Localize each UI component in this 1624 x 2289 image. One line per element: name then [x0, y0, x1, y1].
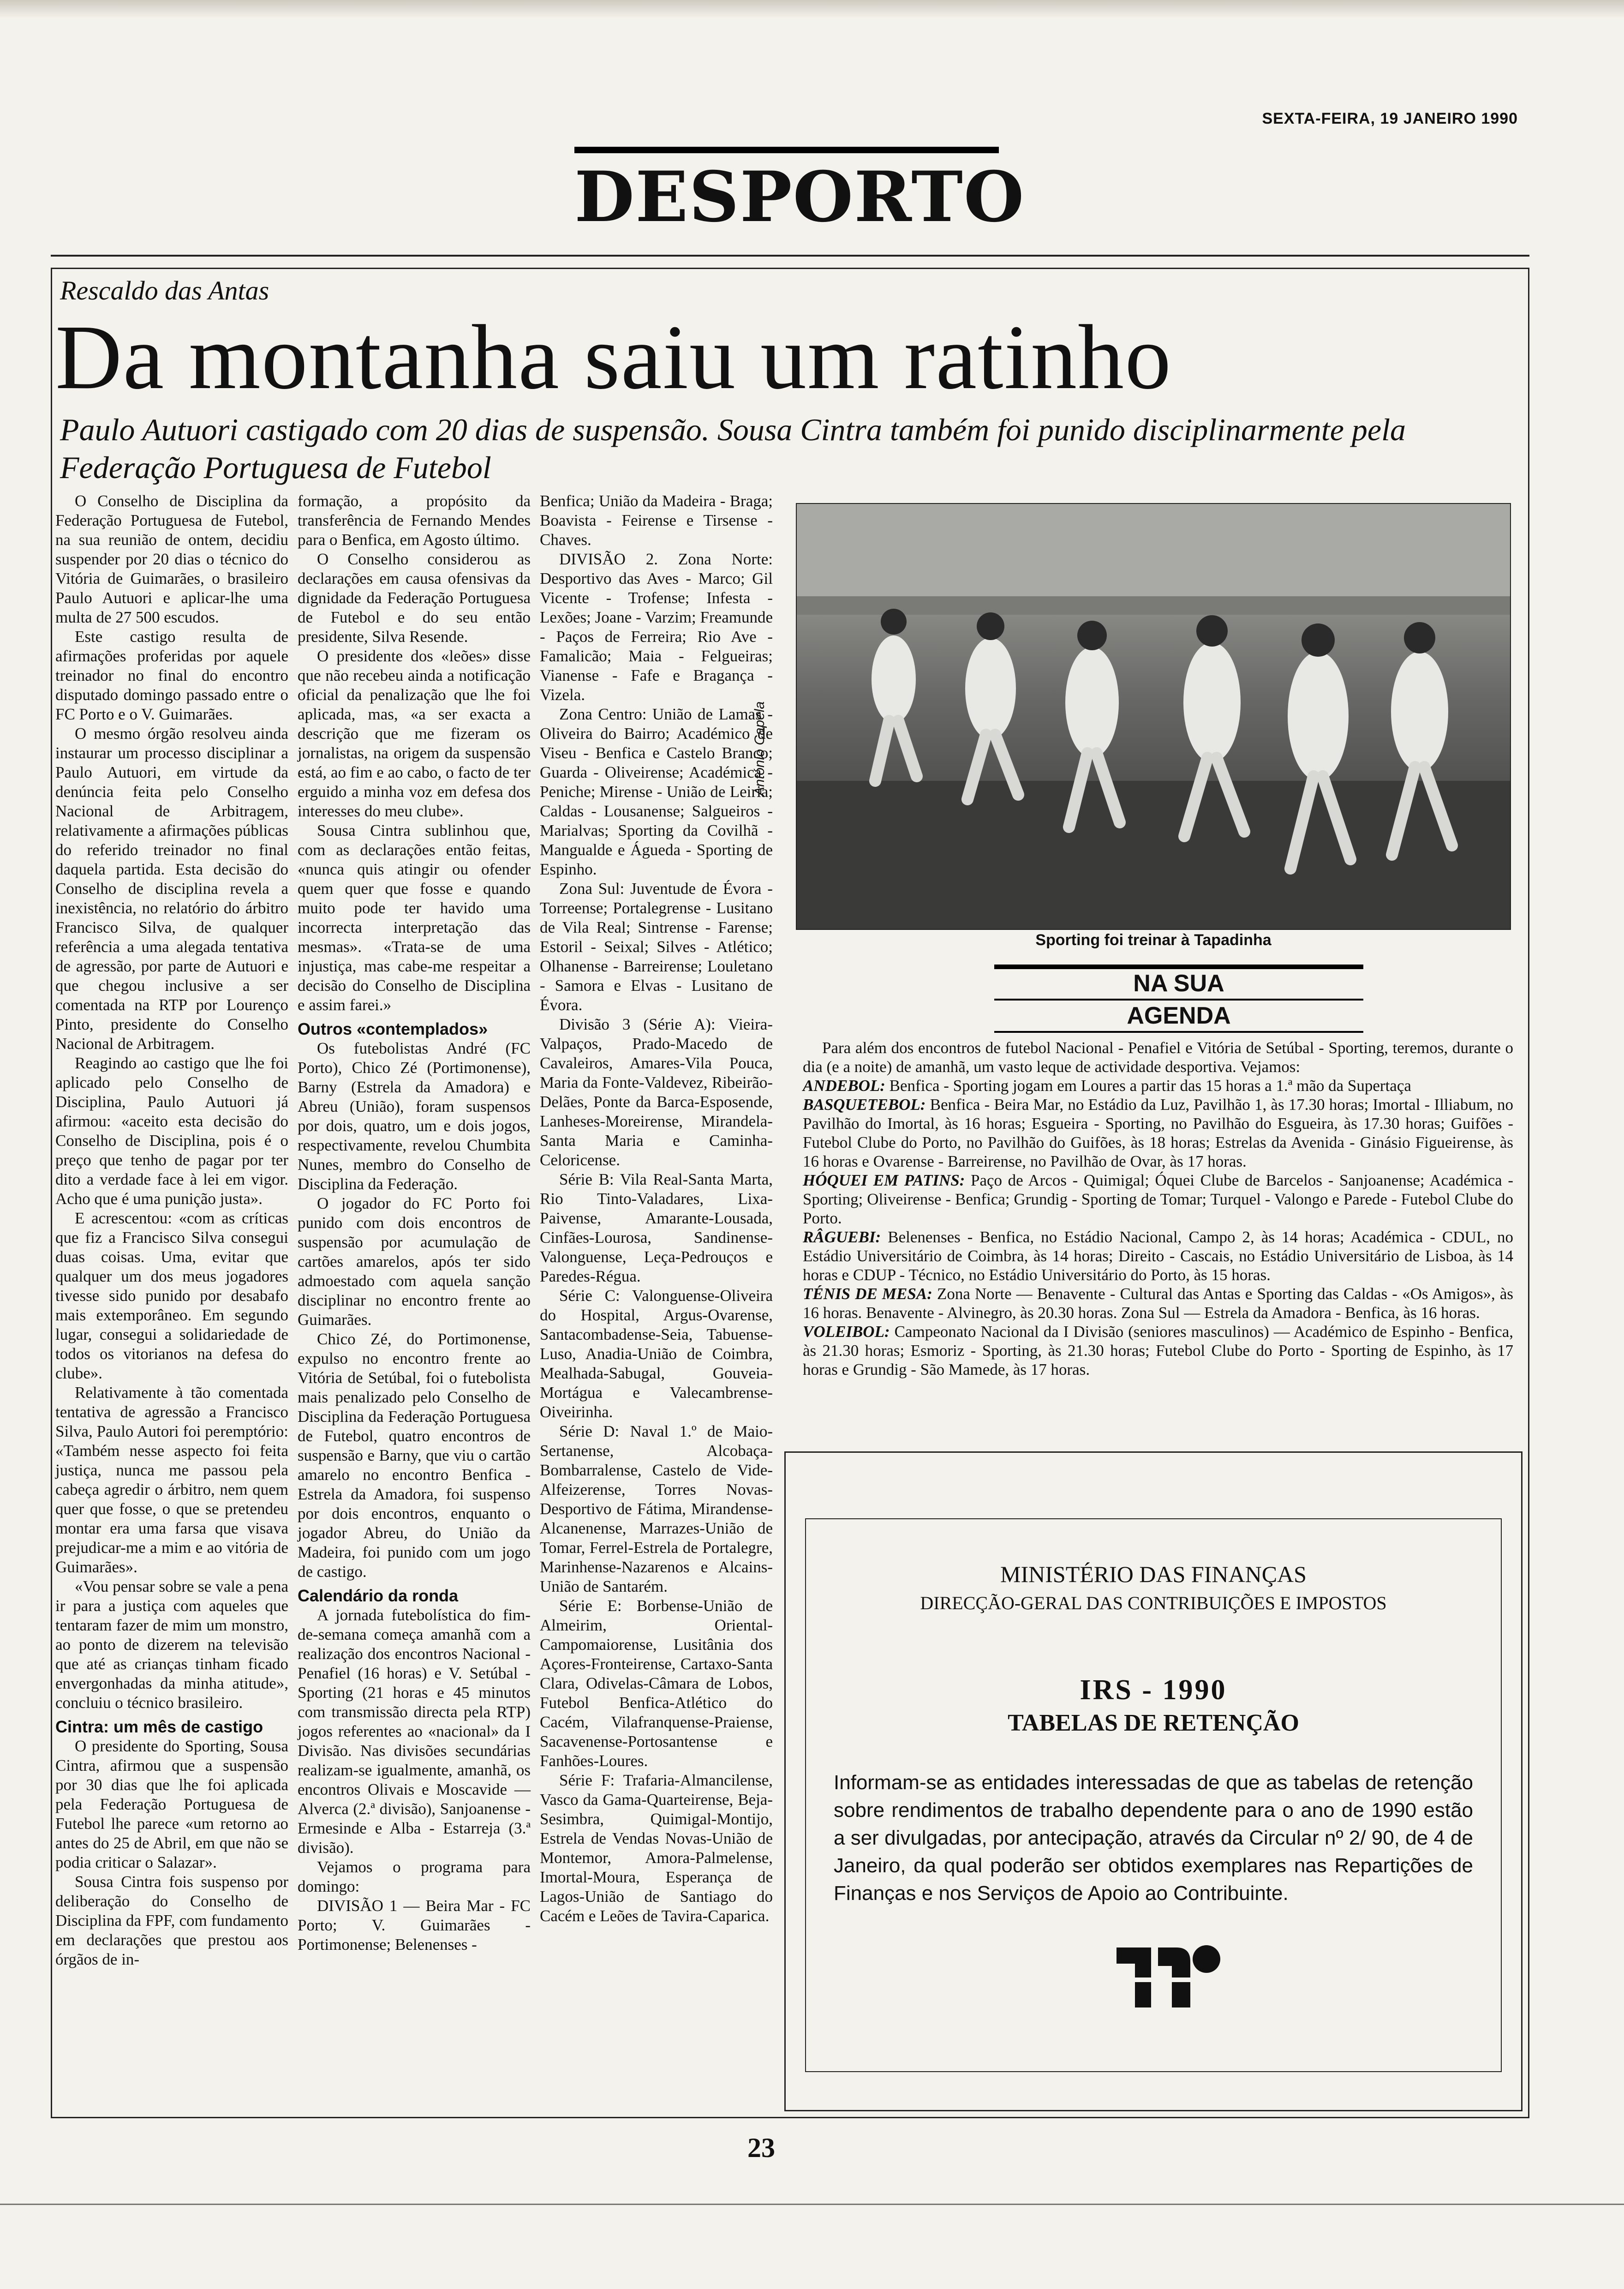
paragraph: Série F: Trafaria-Almancilense, Vasco da Gama-Quarteirense, Beja-Sesimbra, Quimigal-Montijo, Estrela de Vendas Novas-União de Montemor, Amora-Palmelense, Imortal-Moura, Esperança de Lagos-União de Santiago do Cacém e Leões de Tavira-Caparica. — [540, 1771, 773, 1925]
paragraph: Zona Centro: União de Lamas - Oliveira do Bairro; Académico de Viseu - Benfica e Castelo Branco; Guarda - Oliveirense; Académica - Peniche; Mirense - União de Leiria; Caldas - Lousanense; Salgueiros - Marialvas; Sporting da Covilhã - Mangualde e Águeda - Sporting de Espinho. — [540, 705, 773, 878]
paragraph: A jornada futebolística do fim-de-semana começa amanhã com a realização dos encontros Nacional - Penafiel (16 horas) e V. Setúbal - Sporting (21 horas e 45 minutos com transmissão directa pela RTP) jogos referentes ao «nacional» da I Divisão. Nas divisões secundárias realizam-se igualmente, amanhã, os encontros Olivais e Moscavide — Alverca (2.ª divisão), Sanjoanense - Ermesinde e Alba - Estarreja (3.ª divisão). — [298, 1606, 531, 1857]
agenda-rule-thin — [994, 999, 1363, 1001]
agenda-item-text: Belenenses - Benfica, no Estádio Nacional, Campo 2, às 14 horas; Académica - CDUL, no Estádio Universitário de Coimbra, às 14 horas; Direito - Cascais, no Estádio Universitário de Lisboa, às 14 horas e CDUP - Técnico, no Estádio Universitário do Porto, às 15 horas. — [803, 1228, 1514, 1284]
paragraph: Vejamos o programa para domingo: — [298, 1858, 531, 1895]
section-title: DESPORTO — [574, 156, 1025, 238]
agenda-item-label: RÂGUEBI: — [803, 1228, 881, 1246]
agenda-item — [803, 1095, 1513, 1171]
agenda-title-line-2: AGENDA — [1127, 1002, 1231, 1029]
page-number: 23 — [747, 2133, 775, 2163]
paragraph: Este castigo resulta de afirmações proferidas por aquele treinador no final do encontro disputado domingo passado entre o FC Porto e o V. Guimarães. — [55, 628, 288, 723]
article-kicker: Rescaldo das Antas — [60, 276, 269, 306]
paragraph: DIVISÃO 1 — Beira Mar - FC Porto; V. Guimarães - Portimonense; Belenenses - — [298, 1897, 531, 1953]
article-column-2 — [298, 491, 531, 1954]
paragraph: O mesmo órgão resolveu ainda instaurar um processo disciplinar a Paulo Autuori, em virtude da denúncia feita pelo Conselho Nacional de Arbitragem, relativamente a afirmações públicas do referido treinador no final daquela partida. Esta decisão do Conselho de disciplina revela a inexistência, no relatório do árbitro Francisco Silva, de qualquer referência a uma alegada tentativa de agressão, por parte de Autuori e que chegou inclusive a ser comentada na RTP por Lourenço Pinto, presidente do Conselho Nacional de Arbitragem. — [55, 725, 288, 1053]
agenda-item — [803, 1284, 1513, 1322]
agenda-item-text: Benfica - Sporting jogam em Loures a partir das 15 horas a 1.ª mão da Supertaça — [889, 1077, 1411, 1095]
agenda-item-label: BASQUETEBOL: — [803, 1096, 926, 1114]
ad-directorate: DIRECÇÃO-GERAL DAS CONTRIBUIÇÕES E IMPOSTOS — [920, 1593, 1387, 1613]
paragraph: Reagindo ao castigo que lhe foi aplicado pelo Conselho de Disciplina, Paulo Autuori já afirmou: «aceito esta decisão do Conselho de Disciplina, pois é o preço que tenho de pagar por ter dito a verdade face à lei em vigor. Acho que é uma punição justa». — [55, 1054, 288, 1208]
subheading: Cintra: um mês de castigo — [55, 1717, 263, 1736]
paragraph: Chico Zé, do Portimonense, expulso no encontro frente ao Vitória de Setúbal, foi o futebolista mais penalizado pelo Conselho de Disciplina da Federação Portuguesa de Futebol, quatro encontros de suspensão e Barny, que viu o cartão amarelo no encontro Benfica - Estrela da Amadora, foi suspenso por dois encontros, enquanto o jogador Abreu, do União da Madeira, foi punido com um jogo de castigo. — [298, 1330, 531, 1581]
paragraph: O Conselho considerou as declarações em causa ofensivas da dignidade da Federação Portuguesa de Futebol e do seu então presidente, Silva Resende. — [298, 550, 531, 646]
agenda-item-label: TÉNIS DE MESA: — [803, 1285, 932, 1303]
agenda-item-text: Campeonato Nacional da I Divisão (seniores masculinos) — Académico de Espinho - Benfica, às 21.30 horas; Esmoriz - Sporting, às 21.30 horas; Futebol Clube do Porto - Sporting de Espinho, às 17 horas e Grundig - São Mamede, às 17 horas. — [803, 1323, 1514, 1378]
agenda-item — [803, 1322, 1513, 1379]
agenda-rule-thin — [994, 1031, 1363, 1033]
photo-credit: António Capela — [752, 701, 767, 796]
ad-subtitle: TABELAS DE RETENÇÃO — [1008, 1710, 1299, 1736]
section-rule — [51, 255, 1529, 257]
dgci-logo-icon — [1107, 1934, 1223, 2012]
agenda-item-label: HÓQUEI EM PATINS: — [803, 1171, 965, 1189]
article-deck: Paulo Autuori castigado com 20 dias de suspensão. Sousa Cintra também foi punido disciplinarmente pela Federação Portuguesa de Futebol — [60, 412, 1406, 485]
photo-caption: Sporting foi treinar à Tapadinha — [1035, 931, 1272, 949]
agenda-rule — [994, 965, 1363, 969]
article-headline: Da montanha saiu um ratinho — [55, 306, 1172, 408]
ad-body: Informam-se as entidades interessadas de que as tabelas de retenção sobre rendimentos de trabalho dependente para o ano de 1990 estão a ser divulgadas, por antecipação, através da Circular nº 2/ 90, de 4 de Janeiro, da qual poderão ser obtidos exemplares nas Repartições de Finanças e nos Serviços de Apoio ao Contribuinte. — [834, 1771, 1473, 1905]
paragraph: Zona Sul: Juventude de Évora - Torreense; Portalegrense - Lusitano de Vila Real; Sintrense - Farense; Estoril - Seixal; Silves - Atlético; Olhanense - Barreirense; Louletano - Samora e Elvas - Lusitano de Évora. — [540, 880, 773, 1014]
subheading: Outros «contemplados» — [298, 1019, 488, 1038]
paragraph: formação, a propósito da transferência de Fernando Mendes para o Benfica, em Agosto último. — [298, 492, 531, 549]
paragraph: Sousa Cintra fois suspenso por deliberação do Conselho de Disciplina da FPF, com fundamento em declarações que prestou aos órgãos de in- — [55, 1873, 288, 1968]
agenda-item-label: VOLEIBOL: — [803, 1323, 890, 1341]
paragraph: DIVISÃO 2. Zona Norte: Desportivo das Aves - Marco; Gil Vicente - Trofense; Infesta - Lexões; Joane - Varzim; Freamunde - Paços de Ferreira; Rio Ave - Famalicão; Maia - Felgueiras; Vianense - Fafe e Bragança - Vizela. — [540, 550, 773, 704]
paragraph: O presidente dos «leões» disse que não recebeu ainda a notificação oficial da penalização que lhe foi aplicada, mas, «a ser exacta a descrição que me fizeram os jornalistas, na origem da suspensão está, ao fim e ao cabo, o facto de ter erguido a minha voz em defesa dos interesses do meu clube». — [298, 647, 531, 820]
paragraph: O Conselho de Disciplina da Federação Portuguesa de Futebol, na sua reunião de ontem, decidiu suspender por 20 dias o técnico do Vitória de Guimarães, o brasileiro Paulo Autuori e aplicar-lhe uma multa de 27 500 escudos. — [55, 492, 288, 626]
agenda-title-line-1: NA SUA — [1133, 970, 1224, 997]
paragraph: Sousa Cintra sublinhou que, com as declarações então feitas, «nunca quis atingir ou ofender quem quer que fosse e quando muito pode ter havido uma incorrecta interpretação das mesmas». «Trata-se de uma injustiça, mas cabe-me respeitar a decisão do Conselho de Disciplina e assim farei.» — [298, 821, 531, 1014]
paragraph: Série D: Naval 1.º de Maio-Sertanense, Alcobaça-Bombarralense, Castelo de Vide-Alfeizerense, Torres Novas-Desportivo de Fátima, Mirandense-Alcanenense, Marrazes-União de Tomar, Ferrel-Estrela de Portalegre, Marinhense-Nazarenos e Alcains-União de Santarém. — [540, 1422, 773, 1595]
paragraph: E acrescentou: «com as críticas que fiz a Francisco Silva consegui duas coisas. Uma, evitar que qualquer um dos meus jogadores tivesse sido punido por desabafo mais extemporâneo. Em segundo lugar, consegui a solidariedade de todos os vitorianos na defesa do clube». — [55, 1209, 288, 1382]
agenda-intro: Para além dos encontros de futebol Nacional - Penafiel e Vitória de Setúbal - Sporting, teremos, durante o dia (e a noite) de amanhã, um vasto leque de actividade desportiva. Vejamos: — [803, 1039, 1513, 1076]
paragraph: «Vou pensar sobre se vale a pena ir para a justiça com aqueles que tentaram fazer de mim um monstro, ao ponto de dizerem na televisão que até as crianças tinham ficado envergonhadas da minha atitude», concluiu o técnico brasileiro. — [55, 1577, 288, 1712]
agenda-heading — [994, 965, 1363, 1034]
agenda-item — [803, 1228, 1513, 1284]
photo-illustration — [797, 504, 1510, 929]
paragraph: O jogador do FC Porto foi punido com dois encontros de suspensão por acumulação de cartões amarelos, após ter sido admoestado com aquela sanção disciplinar no encontro frente ao Guimarães. — [298, 1194, 531, 1329]
paragraph: Série C: Valonguense-Oliveira do Hospital, Argus-Ovarense, Santacombadense-Seia, Tabuense-Luso, Anadia-União de Coimbra, Mealhada-Sabugal, Gouveia-Mortágua e Valecambrense-Oiveirinha. — [540, 1287, 773, 1421]
subheading: Calendário da ronda — [298, 1586, 459, 1605]
ad-title: IRS - 1990 — [1080, 1674, 1227, 1706]
agenda-item-text: Paço de Arcos - Quimigal; Óquei Clube de Barcelos - Sanjoanense; Académica - Sporting; Oliveirense - Benfica; Grundig - Sporting de Tomar; Turquel - Valongo e Parede - Futebol Clube do Porto. — [803, 1171, 1514, 1227]
paragraph: Os futebolistas André (FC Porto), Chico Zé (Portimonense), Barny (Estrela da Amadora) e Abreu (União), foram suspensos por dois, quatro, um e dois jogos, respectivamente, revelou Chumbita Nunes, membro do Conselho de Disciplina da Federação. — [298, 1039, 531, 1193]
article-column-1 — [55, 491, 288, 1969]
paragraph: O presidente do Sporting, Sousa Cintra, afirmou que a suspensão por 30 dias que lhe foi aplicada pela Federação Portuguesa de Futebol lhe parece «um retorno ao antes do 25 de Abril, em que não se podia criticar o Salazar». — [55, 1737, 288, 1871]
paragraph: Série B: Vila Real-Santa Marta, Rio Tinto-Valadares, Lixa-Paivense, Amarante-Lousada, Cinfães-Lourosa, Sandinense-Valonguense, Leça-Pedrouços e Paredes-Régua. — [540, 1170, 773, 1285]
agenda-item-text: Zona Norte — Benavente - Cultural das Antas e Sporting das Caldas - «Os Amigos», às 16 horas. Benavente - Alvinegro, às 20.30 horas. Zona Sul — Estrela da Amadora - Benfica, às 16 horas. — [803, 1285, 1513, 1322]
masthead-rule — [574, 147, 999, 153]
scan-binding-shadow — [0, 0, 1624, 18]
agenda-item-label: ANDEBOL: — [803, 1077, 885, 1095]
ad-ministry: MINISTÉRIO DAS FINANÇAS — [1000, 1561, 1307, 1587]
agenda-item — [803, 1171, 1513, 1228]
agenda-item — [803, 1076, 1513, 1095]
paragraph: Relativamente à tão comentada tentativa de agressão a Francisco Silva, Paulo Autori foi peremptório: «Também nesse aspecto foi feita justiça, nunca me passou pela cabeça agredir o árbitro, nem quem quer que fosse, o que se pretendeu montar era uma farsa que visava prejudicar-me a mim e ao vitória de Guimarães». — [55, 1384, 288, 1576]
agenda-list — [803, 1038, 1513, 1379]
agenda-item-text: Benfica - Beira Mar, no Estádio da Luz, Pavilhão 1, às 17.30 horas; Imortal - Illiabum, no Pavilhão do Imortal, às 16 horas; Esgueira - Sporting, no Pavilhão do Esgueira, às 17.30 horas; Guifões - Futebol Clube do Porto, no Pavilhão do Guifões, às 18 horas; Estrelas da Avenida - Ginásio Figueirense, às 16 horas e Ovarense - Barreirense, no Pavilhão de Ovar, às 17 horas. — [803, 1096, 1513, 1170]
paragraph: Divisão 3 (Série A): Vieira-Valpaços, Prado-Macedo de Cavaleiros, Amares-Vila Pouca, Maria da Fonte-Valdevez, Ribeirão-Delães, Ponte da Barca-Esposende, Lanheses-Moreirense, Mirandela-Santa Maria e Caminha-Celoricense. — [540, 1015, 773, 1169]
page-date: SEXTA-FEIRA, 19 JANEIRO 1990 — [1262, 110, 1518, 127]
page-edge-rule — [0, 2204, 1624, 2205]
article-column-3 — [540, 491, 773, 1926]
section-masthead — [574, 147, 1025, 241]
training-photo — [796, 503, 1511, 930]
paragraph: Benfica; União da Madeira - Braga; Boavista - Feirense e Tirsense - Chaves. — [540, 492, 773, 549]
paragraph: Série E: Borbense-União de Almeirim, Oriental-Campomaiorense, Lusitânia dos Açores-Fronteirense, Cartaxo-Santa Clara, Odivelas-Câmara de Lobos, Futebol Benfica-Atlético do Cacém, Vilafranquense-Praiense, Sacavenense-Portosantense e Fanhões-Loures. — [540, 1597, 773, 1770]
